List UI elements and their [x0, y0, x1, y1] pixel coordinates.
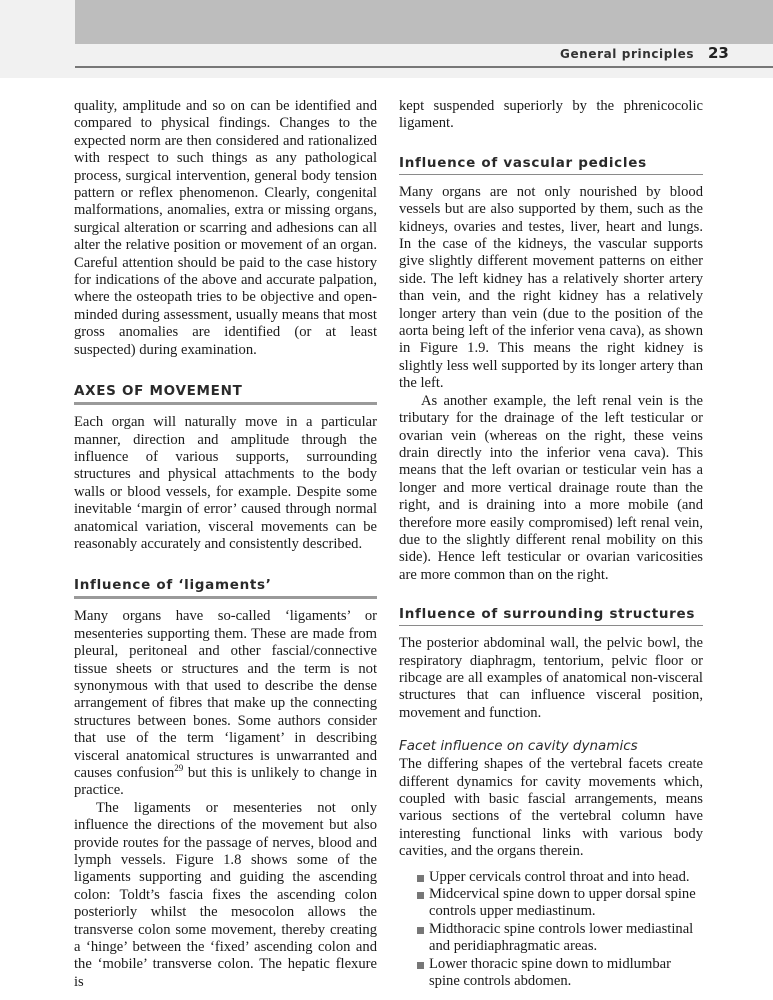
- square-bullet-icon: [417, 892, 424, 899]
- list-item-text: Lower thoracic spine down to midlumbar spine controls abdomen.: [429, 955, 671, 990]
- paragraph-text: Many organs have so-called ‘ligaments’ or mesenteries supporting them. These are made from pleural, peritoneal and other fascial/connective tissue sheets or structures and the term is not synonymous with that used to describe the dense arrangement of fibres that make up the connecting structures between bones. Some authors consider that use of the term ‘ligament’ in describing visceral anatomical structures is unwarranted and causes confusion: [74, 608, 377, 781]
- left-column: [74, 98, 377, 991]
- running-head: General principles: [560, 47, 695, 61]
- list-item-text: Upper cervicals control throat and into head.: [429, 868, 690, 885]
- list-item-text: Midcervical spine down to upper dorsal spine controls upper mediastinum.: [429, 886, 696, 920]
- bullet-list: [399, 869, 703, 991]
- right-column: [399, 98, 703, 990]
- paragraph: The ligaments or mesenteries not only influence the directions of the movement but also provide routes for the passage of nerves, blood and lymph vessels. Figure 1.8 shows some of the ligaments supporting and guiding the ascending colon: Toldt’s fascia fixes the ascending colon posteriorly whilst the mesocolon allows the transverse colon some movement, thereby creating a ‘hinge’ between the ‘fixed’ ascending colon and the ‘mobile’ transverse colon. The hepatic flexure is: [74, 799, 377, 990]
- paragraph: [74, 608, 377, 799]
- square-bullet-icon: [417, 962, 424, 969]
- header-gray-block: [75, 0, 773, 44]
- list-item: [417, 921, 703, 956]
- page-number: 23: [708, 44, 729, 62]
- list-item-text: Midthoracic spine controls lower mediastinal and peridiaphragmatic areas.: [429, 920, 694, 955]
- section-heading-influence-of-ligaments: Influence of ‘ligaments’: [74, 577, 377, 599]
- paragraph: The posterior abdominal wall, the pelvic bowl, the respiratory diaphragm, tentorium, pelvic floor or ribcage are all examples of anatomical non-visceral structures that can influence visceral position, movement and function.: [399, 635, 703, 721]
- section-heading-axes-of-movement: AXES OF MOVEMENT: [74, 383, 377, 405]
- list-item: [417, 886, 703, 921]
- section-heading-surrounding-structures: Influence of surrounding structures: [399, 606, 703, 626]
- paragraph: The differing shapes of the vertebral facets create different dynamics for cavity movements which, coupled with basic fascial arrangements, means various sections of the vertebral column have interesting functional links with various body cavities, and the organs therein.: [399, 756, 703, 860]
- list-item: [417, 869, 703, 886]
- section-heading-vascular-pedicles: Influence of vascular pedicles: [399, 155, 703, 175]
- paragraph-text: but this is unlikely to change in practice.: [74, 765, 377, 799]
- square-bullet-icon: [417, 875, 424, 882]
- subsection-heading-facet-influence: Facet influence on cavity dynamics: [399, 738, 638, 755]
- paragraph: Many organs are not only nourished by blood vessels but are also supported by them, such as the kidneys, ovaries and testes, liver, heart and lungs. In the case of the kidneys, the vascular supports give slightly different movement patterns on either side. The left kidney has a relatively shorter artery than vein, and the right kidney has a relatively longer artery than vein (due to the position of the aorta being left of the inferior vena cava), as shown in Figure 1.9. This means the right kidney is slightly less well supported by its longer artery than the left.: [399, 183, 703, 392]
- list-item: [417, 956, 703, 991]
- paragraph: quality, amplitude and so on can be identified and compared to physical findings. Changes to the expected norm are then considered and rationalized with respect to such things as any pathological process, surgical intervention, general body tension pattern or reflex phenomenon. Clearly, congenital malformations, anomalies, extra or missing organs, surgical alteration or scarring and adhesions can all alter the relative position or movement of an organ. Careful attention should be paid to the case history for indications of the above and accurate palpation, where the osteopath tries to be objective and open-minded during assessment, usually means that most gross anomalies are identified (or at least suspected) during examination.: [74, 98, 377, 358]
- paragraph: Each organ will naturally move in a particular manner, direction and amplitude through the influence of various supports, surrounding structures and physical attachments to the body walls or blood vessels, for example. Despite some inevitable ‘margin of error’ caused through normal anatomical variation, visceral movements can be reasonably accurately and consistently described.: [74, 414, 377, 552]
- paragraph: As another example, the left renal vein is the tributary for the drainage of the left testicular or ovarian vein (whereas on the right, these veins drain directly into the inferior vena cava). This means that the left ovarian or testicular vein has a longer and more vertical drainage route than the right, and is draining into a more mobile (and therefore more easily compromised) left renal vein, due to the slightly different renal mobility on this side). Hence left testicular or ovarian varicosities are more common than on the right.: [399, 392, 703, 583]
- header-rule: [75, 66, 773, 68]
- paragraph: kept suspended superiorly by the phrenicocolic ligament.: [399, 98, 703, 132]
- reference-superscript: 29: [174, 763, 184, 774]
- square-bullet-icon: [417, 927, 424, 934]
